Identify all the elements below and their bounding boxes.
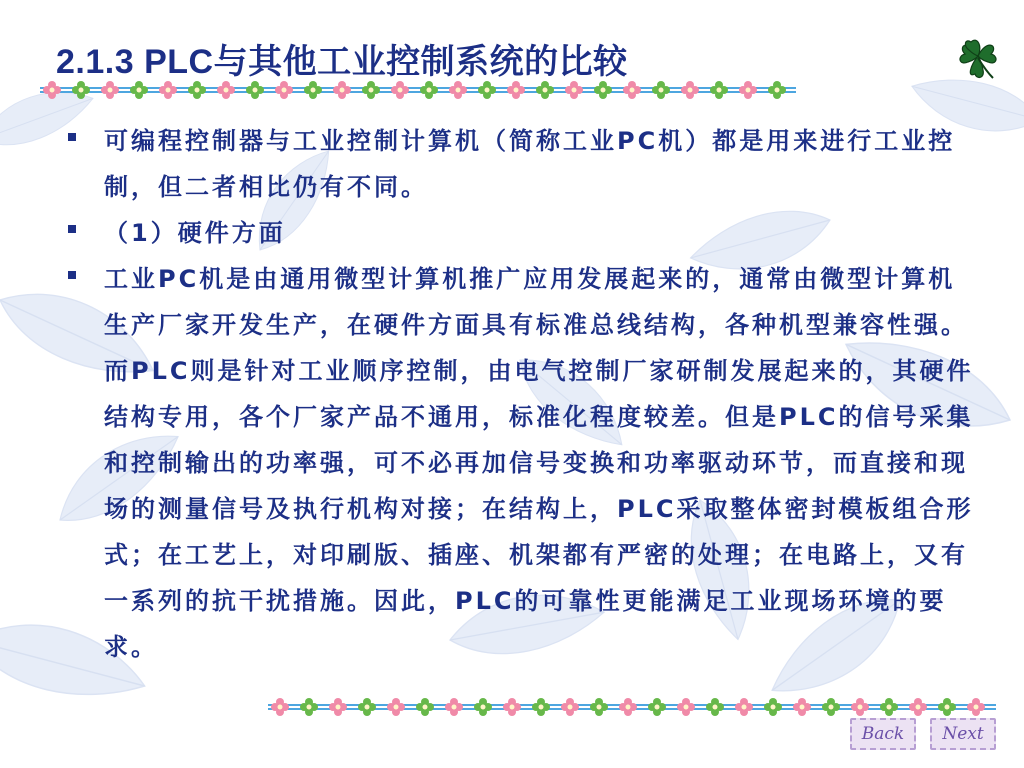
four-leaf-clover-icon xyxy=(953,32,1003,82)
list-item xyxy=(62,210,974,256)
garland-flower xyxy=(72,81,90,99)
garland-flower xyxy=(938,698,956,716)
garland-flower xyxy=(967,698,985,716)
garland-flower xyxy=(329,698,347,716)
page-title: 2.1.3 PLC与其他工业控制系统的比较 xyxy=(56,43,628,81)
garland-flower xyxy=(478,81,496,99)
paragraph-text: 工业PC机是由通用微型计算机推广应用发展起来的，通常由微型计算机生产厂家开发生产，在硬件方面具有标准总线结构，各种机型兼容性强。而PLC则是针对工业顺序控制，由电气控制厂家研制发展起来的，其硬件结构专用，各个厂家产品不通用，标准化程度较差。但是PLC的信号采集和控制输出的功率强，可不必再加信号变换和功率驱动环节，而直接和现场的测量信号及执行机构对接；在结构上，PLC采取整体密封模板组合形式；在工艺上，对印刷版、插座、机架都有严密的处理；在电路上，又有一系列的抗干扰措施。因此，PLC的可靠性更能满足工业现场环境的要求。 xyxy=(104,265,974,661)
garland-flower xyxy=(43,81,61,99)
garland-flower xyxy=(188,81,206,99)
bullet-marker xyxy=(68,271,76,279)
garland-flower xyxy=(532,698,550,716)
paragraph-text: 可编程控制器与工业控制计算机（简称工业PC机）都是用来进行工业控制，但二者相比仍有不同。 xyxy=(104,127,956,201)
garland-flower xyxy=(909,698,927,716)
garland-flower xyxy=(391,81,409,99)
garland-flower xyxy=(768,81,786,99)
garland-flower xyxy=(420,81,438,99)
garland-flower xyxy=(822,698,840,716)
garland-flower xyxy=(793,698,811,716)
garland-flower xyxy=(619,698,637,716)
garland-flower xyxy=(159,81,177,99)
garland-flower xyxy=(677,698,695,716)
garland-flower xyxy=(358,698,376,716)
garland-flower xyxy=(764,698,782,716)
garland-flower xyxy=(565,81,583,99)
garland-flower xyxy=(507,81,525,99)
garland-flower xyxy=(333,81,351,99)
garland-flower xyxy=(536,81,554,99)
slide-body xyxy=(62,118,974,670)
garland-flower xyxy=(246,81,264,99)
garland-flower xyxy=(739,81,757,99)
garland-flower xyxy=(101,81,119,99)
list-item xyxy=(62,256,974,670)
garland-flower xyxy=(130,81,148,99)
garland-flower xyxy=(304,81,322,99)
garland-flower xyxy=(474,698,492,716)
garland-flower xyxy=(880,698,898,716)
garland-flower xyxy=(503,698,521,716)
top-flower-garland xyxy=(40,78,796,104)
garland-flower xyxy=(623,81,641,99)
garland-flower xyxy=(590,698,608,716)
garland-flower xyxy=(362,81,380,99)
garland-flower xyxy=(387,698,405,716)
garland-flower xyxy=(735,698,753,716)
garland-flower xyxy=(449,81,467,99)
list-item xyxy=(62,118,974,210)
garland-flower xyxy=(271,698,289,716)
bullet-marker xyxy=(68,133,76,141)
garland-flower xyxy=(681,81,699,99)
garland-flower xyxy=(416,698,434,716)
garland-flower xyxy=(217,81,235,99)
garland-flower xyxy=(851,698,869,716)
next-button[interactable]: Next xyxy=(930,718,996,750)
garland-flower xyxy=(445,698,463,716)
garland-flower xyxy=(706,698,724,716)
garland-flower xyxy=(275,81,293,99)
paragraph-text: （1）硬件方面 xyxy=(104,219,286,247)
garland-flower xyxy=(648,698,666,716)
back-button[interactable]: Back xyxy=(850,718,916,750)
bullet-marker xyxy=(68,225,76,233)
garland-flower xyxy=(594,81,612,99)
garland-flower xyxy=(710,81,728,99)
garland-flower xyxy=(652,81,670,99)
garland-flower xyxy=(561,698,579,716)
garland-flower xyxy=(300,698,318,716)
